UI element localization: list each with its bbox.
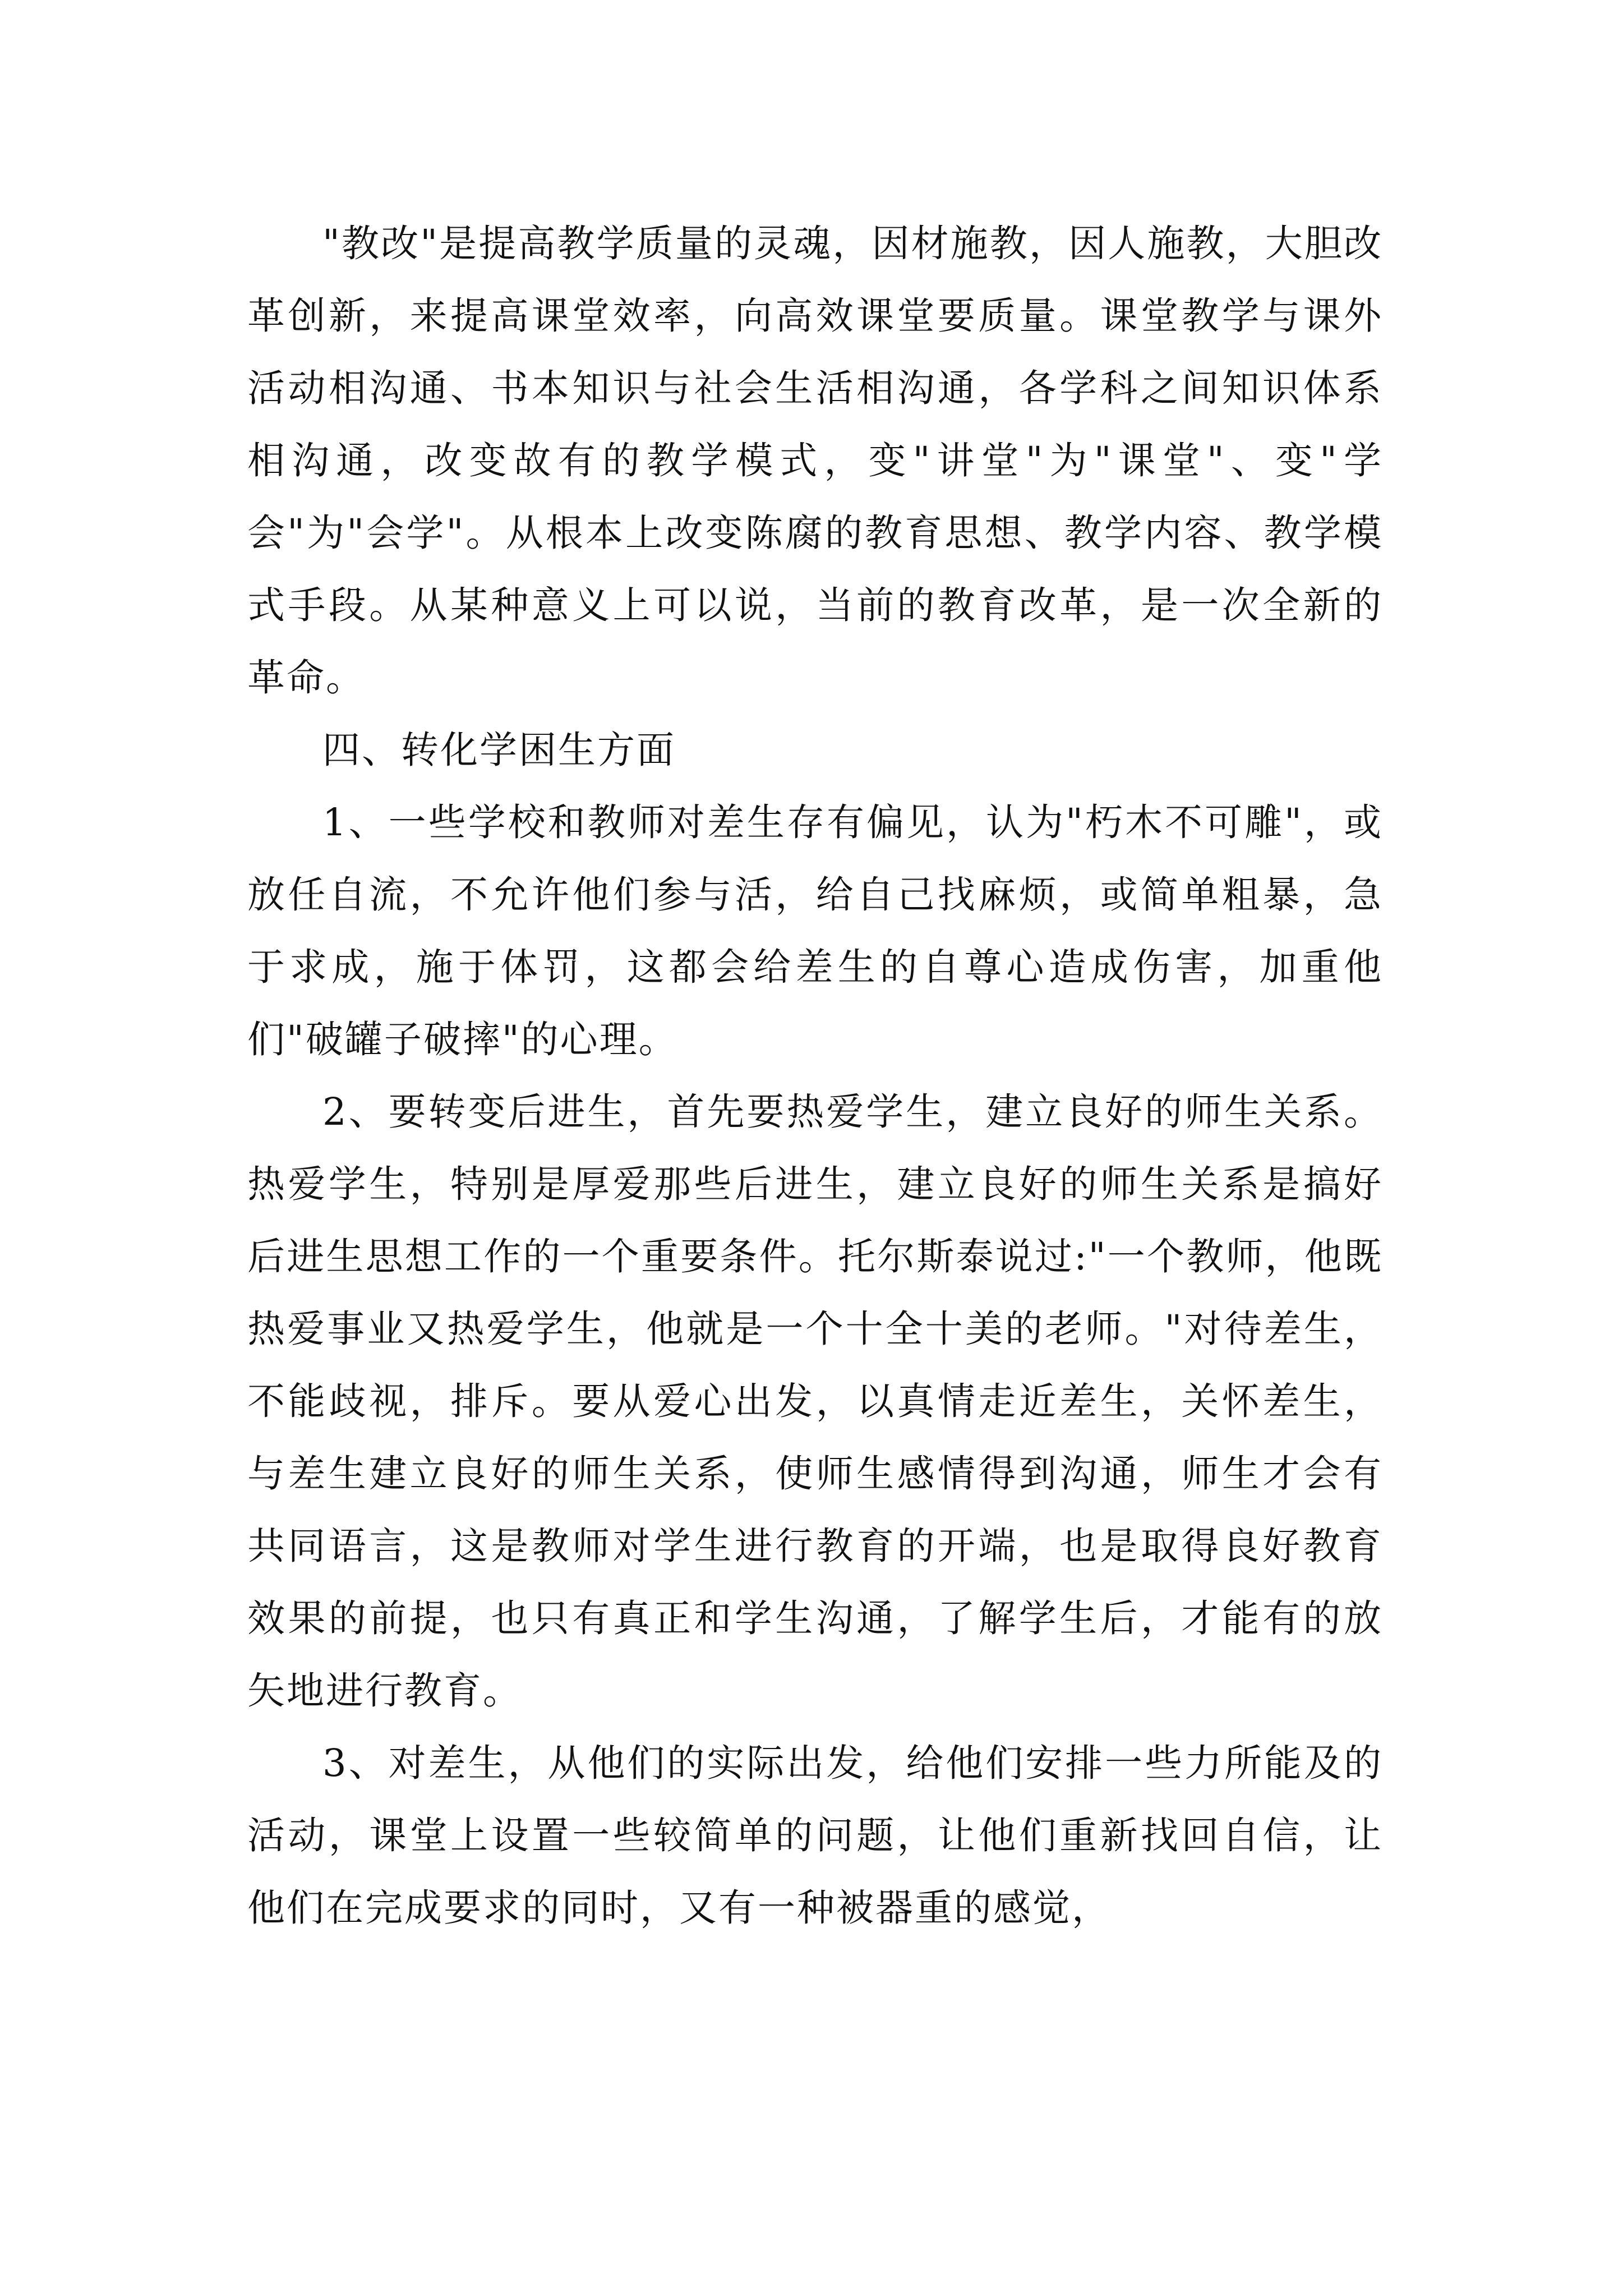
paragraph-point-2: 2、要转变后进生，首先要热爱学生，建立良好的师生关系。热爱学生，特别是厚爱那些后进生，建立良好的师生关系是搞好后进生思想工作的一个重要条件。托尔斯泰说过:"一个教师，他既热爱事业又热爱学生，他就是一个十全十美的老师。"对待差生，不能歧视，排斥。要从爱心出发，以真情走近差生，关怀差生，与差生建立良好的师生关系，使师生感情得到沟通，师生才会有共同语言，这是教师对学生进行教育的开端，也是取得良好教育效果的前提，也只有真正和学生沟通，了解学生后，才能有的放矢地进行教育。 (247, 1090, 1383, 1713)
document-body (247, 208, 1383, 1944)
paragraph-point-1: 1、一些学校和教师对差生存有偏见，认为"朽木不可雕"，或放任自流，不允许他们参与活，给自己找麻烦，或简单粗暴，急于求成，施于体罚，这都会给差生的自尊心造成伤害，加重他们"破罐子破摔"的心理。 (247, 800, 1383, 1061)
section-heading-struggling-students: 四、转化学困生方面 (322, 728, 676, 772)
paragraph-teaching-reform: "教改"是提高教学质量的灵魂，因材施教，因人施教，大胆改革创新，来提高课堂效率，向高效课堂要质量。课堂教学与课外活动相沟通、书本知识与社会生活相沟通，各学科之间知识体系相沟通，改变故有的教学模式，变"讲堂"为"课堂"、变"学会"为"会学"。从根本上改变陈腐的教育思想、教学内容、教学模式手段。从某种意义上可以说，当前的教育改革，是一次全新的革命。 (247, 222, 1383, 700)
paragraph-point-3: 3、对差生，从他们的实际出发，给他们安排一些力所能及的活动，课堂上设置一些较简单的问题，让他们重新找回自信，让他们在完成要求的同时，又有一种被器重的感觉， (247, 1741, 1383, 1930)
